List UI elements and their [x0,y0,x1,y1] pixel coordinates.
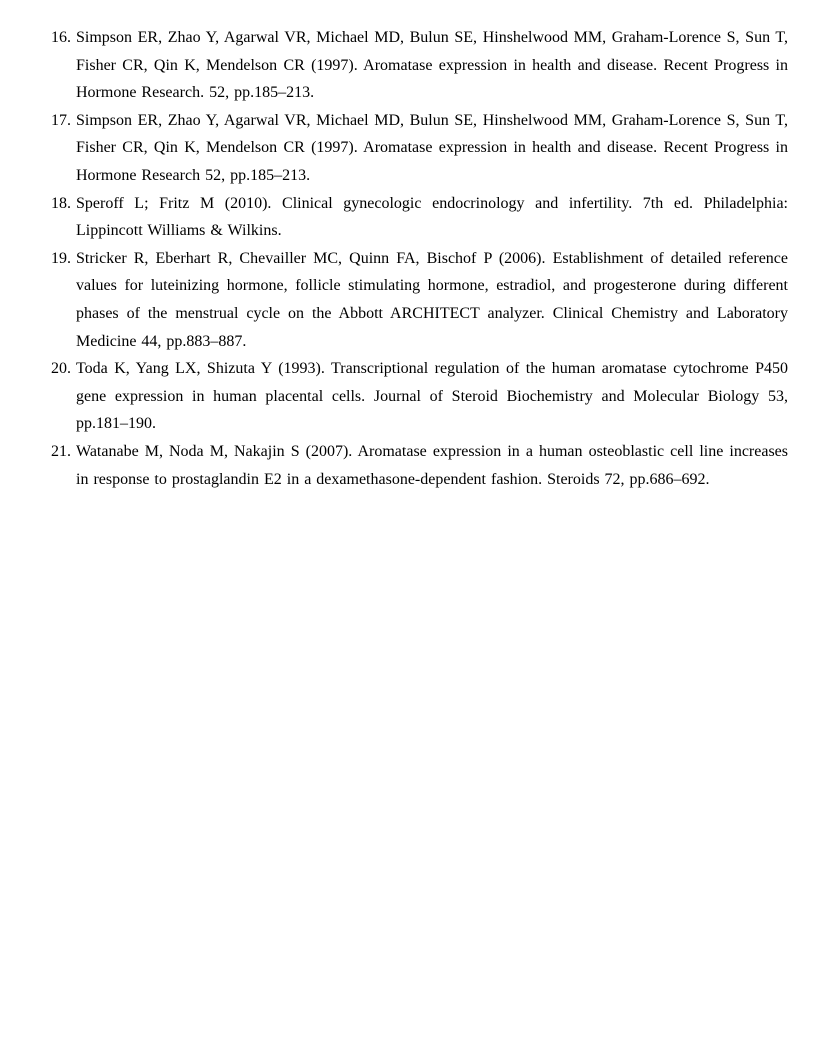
reference-text: Simpson ER, Zhao Y, Agarwal VR, Michael MD, Bulun SE, Hinshelwood MM, Graham-Lorence S, Sun T, Fisher CR, Qin K, Mendelson CR (1997). Aromatase expression in health and disease. Recent Progress in Hormone Research. 52, pp.185–213. [76,29,788,102]
reference-text: Stricker R, Eberhart R, Chevailler MC, Quinn FA, Bischof P (2006). Establishment of detailed reference values for luteinizing hormone, follicle stimulating hormone, estradiol, and progesterone during different phases of the menstrual cycle on the Abbott ARCHITECT analyzer. Clinical Chemistry and Laboratory Medicine 44, pp.883–887. [76,249,788,350]
reference-text: Watanabe M, Noda M, Nakajin S (2007). Aromatase expression in a human osteoblastic cell line increases in response to prostaglandin E2 in a dexamethasone-dependent fashion. Steroids 72, pp.686–692. [76,442,788,488]
reference-number: 18. [51,194,71,212]
reference-item-18 [51,190,788,245]
reference-number: 21. [51,442,71,460]
reference-number: 20. [51,360,71,378]
reference-number: 19. [51,249,71,267]
reference-number: 16. [51,29,71,46]
reference-text: Toda K, Yang LX, Shizuta Y (1993). Transcriptional regulation of the human aromatase cytochrome P450 gene expression in human placental cells. Journal of Steroid Biochemistry and Molecular Biology 53, pp.181–190. [76,360,788,433]
reference-item-21 [51,438,788,493]
reference-item-17 [51,107,788,190]
reference-text: Simpson ER, Zhao Y, Agarwal VR, Michael MD, Bulun SE, Hinshelwood MM, Graham-Lorence S, Sun T, Fisher CR, Qin K, Mendelson CR (1997). Aromatase expression in health and disease. Recent Progress in Hormone Research 52, pp.185–213. [76,111,788,184]
reference-number: 17. [51,111,71,129]
reference-item-19 [51,245,788,355]
reference-item-16 [51,24,788,107]
reference-item-20 [51,355,788,438]
reference-list [51,24,788,493]
reference-text: Speroff L; Fritz M (2010). Clinical gynecologic endocrinology and infertility. 7th ed. Philadelphia: Lippincott Williams & Wilkins. [76,194,788,240]
